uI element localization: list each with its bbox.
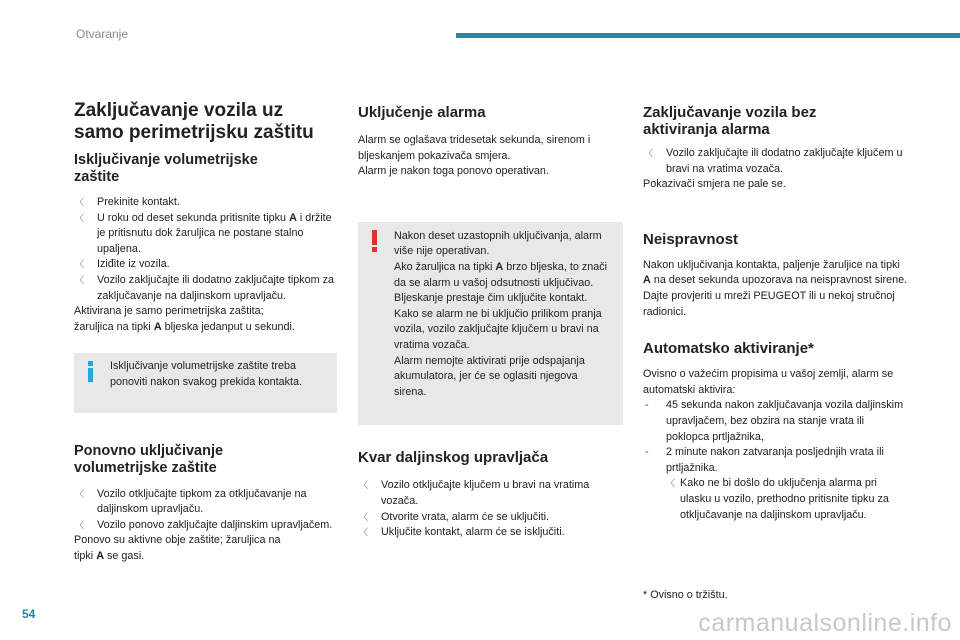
heading-reenable-volumetric: Ponovno uključivanje volumetrijske zaštite bbox=[74, 442, 224, 476]
bullet-icon: 〈 bbox=[359, 480, 369, 491]
paragraph: Pokazivači smjera ne pale se. bbox=[643, 178, 786, 191]
bullet-icon: 〈 bbox=[359, 527, 369, 538]
bullet-icon: 〈 bbox=[359, 511, 369, 522]
paragraph: Aktivirana je samo perimetrijska zaštita; žaruljica na tipki A bljeska jedanput u sekundi. bbox=[74, 305, 295, 333]
warning-box bbox=[358, 222, 623, 426]
list-item: 〈 Vozilo otključajte tipkom za otključavanje na daljinskom upravljaču. bbox=[75, 487, 307, 516]
main-heading: Zaključavanje vozila uz samo perimetrijsku zaštitu bbox=[74, 100, 314, 143]
list-item: 〈 Otvorite vrata, alarm će se uključiti. bbox=[358, 510, 623, 526]
bullet-icon: 〈 bbox=[666, 478, 676, 489]
bullet-icon: 〈 bbox=[75, 488, 85, 499]
heading-malfunction: Neispravnost bbox=[643, 230, 739, 248]
page-number: 54 bbox=[22, 607, 36, 621]
heading-remote-failure: Kvar daljinskog upravljača bbox=[358, 449, 549, 467]
list-item: 〈 Prekinite kontakt. bbox=[74, 195, 339, 211]
list-item: 〈 Kako ne bi došlo do uključenja alarma pri ulasku u vozilo, prethodno pritisnite tipku za otključavanje na daljinskom upravljaču. bbox=[666, 477, 889, 521]
bullet-icon: 〈 bbox=[644, 148, 654, 158]
bullet-icon: 〈 bbox=[75, 519, 85, 530]
bullet-icon: 〈 bbox=[75, 259, 85, 270]
paragraph: Ponovo su aktivne obje zaštite; žaruljica na tipki A se gasi. bbox=[74, 534, 281, 562]
heading-disable-volumetric: Isključivanje volumetrijske zaštite bbox=[74, 152, 258, 185]
watermark: carmanualsonline.info bbox=[698, 609, 952, 637]
column-3 bbox=[643, 100, 908, 523]
list-item: - 45 sekunda nakon zaključavanja vozila daljinskim upravljačem, bez obzira na stanje vrata ili poklopca prtljažnika, bbox=[645, 399, 904, 443]
heading-lock-no-alarm: Zaključavanje vozila bez aktiviranja alarma bbox=[643, 104, 817, 138]
section-title: Otvaranje bbox=[76, 27, 129, 41]
warning-text: Nakon deset uzastopnih uključivanja, alarm više nije operativan. Ako žaruljica na tipki A brzo bljeska, to znači da se alarm u vašoj odsutnosti uključivao. Bljeskanje prestaje čim uključite kontakt. Kako se alarm ne bi uključio prilikom pranja vozila, vozilo zaključajte ključem u bravi na vratima vozača. Alarm nemojte aktivirati prije odspajanja akumulatora, jer će se oglasiti njegova sirena. bbox=[394, 229, 608, 398]
list-disable-volumetric bbox=[74, 195, 339, 304]
info-icon bbox=[87, 361, 94, 381]
heading-auto-activation: Automatsko aktiviranje* bbox=[643, 340, 814, 358]
list-item: 〈 U roku od deset sekunda pritisnite tipku A i držite je pritisnutu dok žaruljica ne postane stalno upaljena. bbox=[75, 211, 332, 255]
info-box bbox=[74, 353, 337, 412]
list-reenable-volumetric bbox=[74, 487, 339, 534]
bullet-icon: 〈 bbox=[75, 197, 85, 207]
dash-bullet: - bbox=[645, 446, 649, 459]
info-text: Isključivanje volumetrijske zaštite treba ponoviti nakon svakog prekida kontakta. bbox=[110, 360, 303, 388]
list-item: - 2 minute nakon zatvaranja posljednjih vrata ili prtljažnika. bbox=[645, 446, 884, 474]
list-auto-activation bbox=[643, 398, 908, 523]
list-lock-no-alarm bbox=[643, 146, 908, 177]
list-item: 〈 Vozilo zaključajte ili dodatno zaključajte ključem u bravi na vratima vozača. bbox=[644, 147, 903, 175]
header-bar bbox=[456, 33, 960, 38]
list-item: 〈 Vozilo zaključajte ili dodatno zaključajte tipkom za zaključavanje na daljinskom upravljaču. bbox=[75, 273, 335, 302]
paragraph: Nakon uključivanja kontakta, paljenje žaruljice na tipki A na deset sekunda upozorava na neispravnost sirene. Dajte provjeriti u mreži PEUGEOT ili u nekoj stručnoj radionici. bbox=[643, 258, 908, 318]
heading-alarm-trigger: Uključenje alarma bbox=[358, 104, 486, 121]
bullet-icon: 〈 bbox=[75, 274, 85, 285]
paragraph: Alarm se oglašava tridesetak sekunda, sirenom i bljeskanjem pokazivača smjera. Alarm je nakon toga ponovo operativan. bbox=[358, 134, 591, 178]
paragraph: Ovisno o važećim propisima u vašoj zemlji, alarm se automatski aktivira: bbox=[643, 368, 894, 396]
footnote: * Ovisno o tržištu. bbox=[643, 589, 728, 601]
list-item: 〈 Iziđite iz vozila. bbox=[74, 257, 339, 273]
list-item: 〈 Uključite kontakt, alarm će se isključiti. bbox=[358, 525, 623, 541]
dash-bullet: - bbox=[645, 399, 649, 412]
column-2 bbox=[358, 100, 623, 541]
list-remote-failure bbox=[358, 478, 623, 540]
list-item: 〈 Vozilo ponovo zaključajte daljinskim upravljačem. bbox=[74, 518, 339, 534]
bullet-icon: 〈 bbox=[75, 212, 85, 223]
warning-icon bbox=[371, 230, 378, 252]
column-1 bbox=[74, 100, 339, 565]
list-item: 〈 Vozilo otključajte ključem u bravi na vratima vozača. bbox=[359, 479, 590, 507]
